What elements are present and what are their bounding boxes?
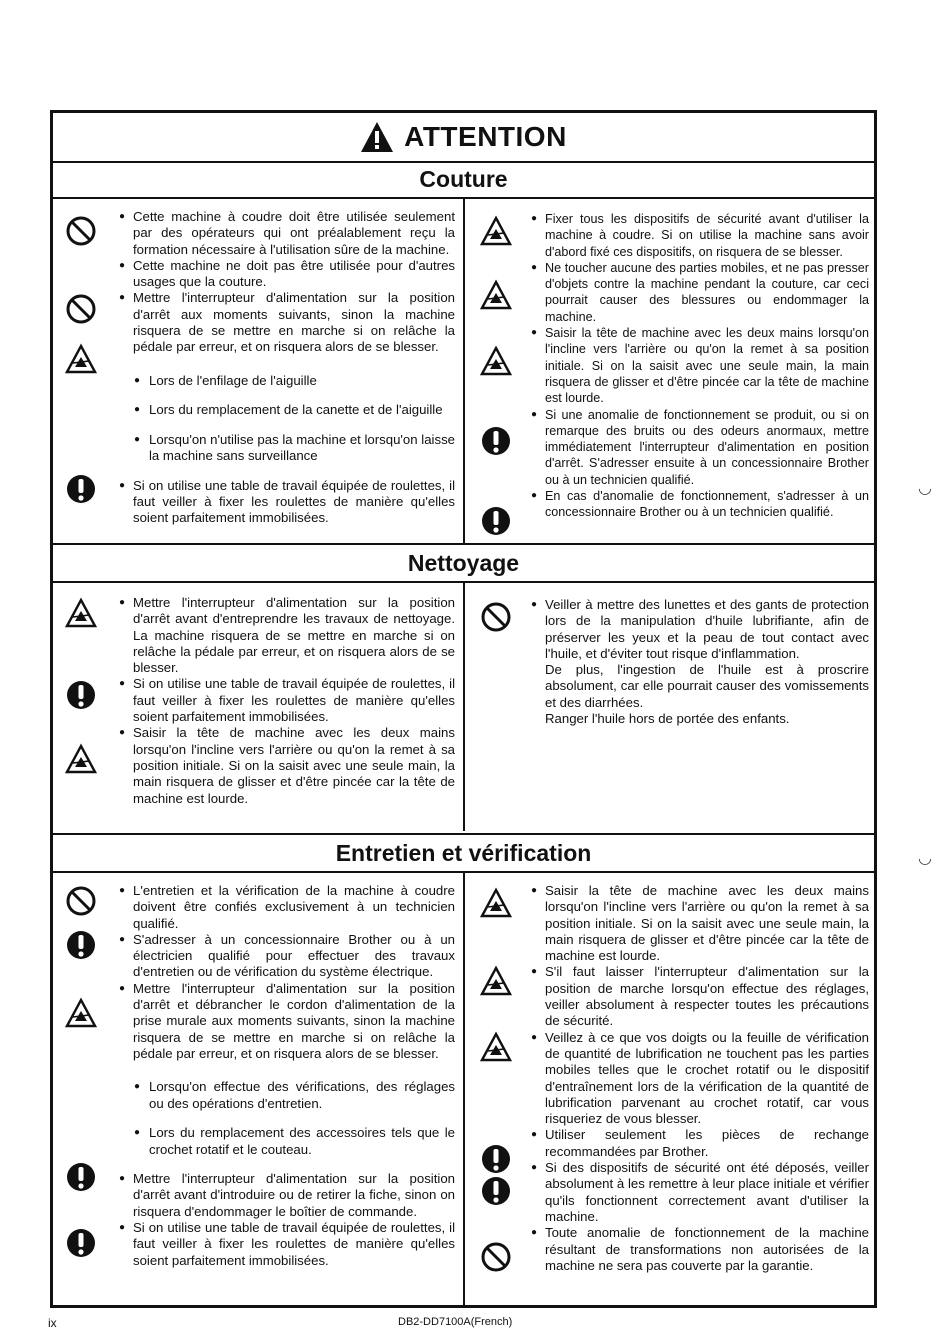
mandatory-action-icon xyxy=(480,1143,512,1175)
hand-injury-warning-icon xyxy=(480,1031,512,1063)
scan-mark: ◡ xyxy=(918,480,932,497)
list-item: ● Mettre l'interrupteur d'alimentation sur la position d'arrêt et débrancher le cordon d'alimentation de la prise murale aux moments suivants, sinon la machine risquera de se mettre en marche si on relâche la pédale par erreur, et on risquera alors de se blesser. xyxy=(119,981,455,1062)
list-item: ● Si une anomalie de fonctionnement se produit, ou si on remarque des bruits ou des odeurs anormaux, mettre immédiatement l'interrupteur d'alimentation en position d'arrêt. S'adresser ensuite à un concessionnaire Brother ou à un technicien qualifié. xyxy=(531,407,869,488)
list-item: ● Toute anomalie de fonctionnement de la machine résultant de transformations non autorisées de la machine ne sera pas couverte par la garantie. xyxy=(531,1225,869,1274)
paragraph: Ranger l'huile hors de portée des enfants. xyxy=(545,711,790,727)
list-item: ● Fixer tous les dispositifs de sécurité avant d'utiliser la machine à coudre. Si on utilise la machine sans avoir d'abord fixé ces dispositifs, on risquera de se blesser. xyxy=(531,211,869,260)
nettoyage-right-list xyxy=(531,597,869,727)
mandatory-action-icon xyxy=(65,473,97,505)
list-item: ● Mettre l'interrupteur d'alimentation sur la position d'arrêt avant d'introduire ou de retirer la fiche, sinon on risquera d'endommager le boîtier de commande. xyxy=(119,1171,455,1220)
list-item: ● Si des dispositifs de sécurité ont été déposés, veiller absolument à les remettre à leur place initiale et vérifier qu'ils fonctionnent correctement avant d'utiliser la machine. xyxy=(531,1160,869,1225)
hand-injury-warning-icon xyxy=(65,343,97,375)
list-item: ● Cette machine ne doit pas être utilisée pour d'autres usages que la couture. xyxy=(119,258,455,291)
mandatory-action-icon xyxy=(65,1161,97,1193)
mandatory-action-icon xyxy=(480,505,512,537)
attention-title: ATTENTION xyxy=(404,121,567,152)
list-item: ● S'adresser à un concessionnaire Brother ou à un électricien qualifié pour effectuer des travaux d'entretien ou de vérification du système électrique. xyxy=(119,932,455,981)
list-item: ● Saisir la tête de machine avec les deux mains lorsqu'on l'incline vers l'arrière ou qu'on la remet à sa position initiale. Si on la saisit avec une seule main, la main risquera de glisser et d'être pincée car la tête de machine est lourde. xyxy=(531,883,869,964)
list-item: ● Si on utilise une table de travail équipée de roulettes, il faut veiller à fixer les roulettes de manière qu'elles soient parfaitement immobilisées. xyxy=(119,676,455,725)
prohibition-icon xyxy=(65,885,97,917)
nettoyage-left-list xyxy=(119,595,455,807)
list-item: ● Saisir la tête de machine avec les deux mains lorsqu'on l'incline vers l'arrière ou qu'on la remet à sa position initiale. Si on la saisit avec une seule main, la main risquera de glisser et d'être pincée car la tête de machine est lourde. xyxy=(119,725,455,806)
hand-injury-warning-icon xyxy=(480,215,512,247)
warning-triangle-icon xyxy=(360,121,394,153)
attention-frame xyxy=(50,110,877,1308)
mandatory-action-icon xyxy=(65,679,97,711)
sub-list-item: ● Lors de l'enfilage de l'aiguille xyxy=(119,373,455,389)
list-item: ● Mettre l'interrupteur d'alimentation sur la position d'arrêt avant d'entreprendre les travaux de nettoyage. La machine risquera de se mettre en marche si on relâche la pédale par erreur, et on risquera alors de se blesser. xyxy=(119,595,455,676)
section-title-entretien: Entretien et vérification xyxy=(53,833,874,873)
list-item: ● Saisir la tête de machine avec les deux mains lorsqu'on l'incline vers l'arrière ou qu'on la remet à sa position initiale. Si on la saisit avec une seule main, la main risquera de glisser et d'être pincée car la tête de machine est lourde. xyxy=(531,325,869,406)
prohibition-icon xyxy=(480,1241,512,1273)
attention-header xyxy=(53,113,874,163)
hand-injury-warning-icon xyxy=(65,597,97,629)
couture-left-list xyxy=(119,209,455,527)
prohibition-icon xyxy=(480,601,512,633)
list-item: ● Veillez à ce que vos doigts ou la feuille de vérification de quantité de lubrification ne touchent pas les parties mobiles telles que le crochet rotatif ou le dispositif d'entraînement lors de la vérification de la quantité de lubrification parvenant au crochet rotatif, car vous risqueriez de vous blesser. xyxy=(531,1030,869,1128)
scan-mark: ◡ xyxy=(918,850,932,867)
document-code: DB2-DD7100A(French) xyxy=(398,1316,513,1328)
list-item: ● Mettre l'interrupteur d'alimentation sur la position d'arrêt aux moments suivants, sinon la machine risquera de se mettre en marche si on relâche la pédale par erreur, et on risquera alors de se blesser. xyxy=(119,290,455,355)
mandatory-action-icon xyxy=(65,1227,97,1259)
list-item: ● Utiliser seulement les pièces de rechange recommandées par Brother. xyxy=(531,1127,869,1160)
mandatory-action-icon xyxy=(480,425,512,457)
list-item: ● L'entretien et la vérification de la machine à coudre doivent être confiés exclusivement à un technicien qualifié. xyxy=(119,883,455,932)
hand-injury-warning-icon xyxy=(65,743,97,775)
sub-list-item: ● Lors du remplacement des accessoires tels que le crochet rotatif et le couteau. xyxy=(119,1125,455,1158)
hand-injury-warning-icon xyxy=(480,345,512,377)
hand-injury-warning-icon xyxy=(480,279,512,311)
section-title-nettoyage: Nettoyage xyxy=(53,543,874,583)
list-item: ● Ne toucher aucune des parties mobiles, et ne pas presser d'objets contre la machine pendant la couture, car ceci pourrait causer des blessures ou endommager la machine. xyxy=(531,260,869,325)
section-title-couture: Couture xyxy=(53,161,874,199)
sub-list-item: ● Lorsqu'on effectue des vérifications, des réglages ou des opérations d'entretien. xyxy=(119,1079,455,1112)
column-divider xyxy=(463,583,465,831)
list-item: ● En cas d'anomalie de fonctionnement, s'adresser à un concessionnaire Brother ou à un technicien qualifié. xyxy=(531,488,869,521)
couture-right-list xyxy=(531,211,869,521)
list-item: ● S'il faut laisser l'interrupteur d'alimentation sur la position de marche lorsqu'on effectue des réglages, veiller absolument à respecter toutes les précautions de sécurité. xyxy=(531,964,869,1029)
entretien-right-list xyxy=(531,883,869,1274)
hand-injury-warning-icon xyxy=(480,965,512,997)
prohibition-icon xyxy=(65,215,97,247)
list-item: ● Si on utilise une table de travail équipée de roulettes, il faut veiller à fixer les roulettes de manière qu'elles soient parfaitement immobilisées. xyxy=(119,478,455,527)
sub-list-item: ● Lors du remplacement de la canette et de l'aiguille xyxy=(119,402,455,418)
mandatory-action-icon xyxy=(480,1175,512,1207)
mandatory-action-icon xyxy=(65,929,97,961)
list-item: ● Veiller à mettre des lunettes et des gants de protection lors de la manipulation d'huile lubrifiante, afin de préserver les yeux et la peau de tout contact avec l'huile, et d'éviter tout risque d'inflammation. xyxy=(531,597,869,662)
column-divider xyxy=(463,873,465,1305)
prohibition-icon xyxy=(65,293,97,325)
hand-injury-warning-icon xyxy=(65,997,97,1029)
column-divider xyxy=(463,199,465,543)
sub-list-item: ● Lorsqu'on n'utilise pas la machine et lorsqu'on laisse la machine sans surveillance xyxy=(119,432,455,465)
entretien-left-list xyxy=(119,883,455,1269)
list-item: ● Cette machine à coudre doit être utilisée seulement par des opérateurs qui ont préalablement reçu la formation nécessaire à l'utilisation sûre de la machine. xyxy=(119,209,455,258)
hand-injury-warning-icon xyxy=(480,887,512,919)
list-item: ● Si on utilise une table de travail équipée de roulettes, il faut veiller à fixer les roulettes de manière qu'elles soient parfaitement immobilisées. xyxy=(119,1220,455,1269)
paragraph: De plus, l'ingestion de l'huile est à proscrire absolument, car elle pourrait causer des vomissements et des diarrhées. xyxy=(545,662,869,710)
page-number: ix xyxy=(48,1316,57,1330)
